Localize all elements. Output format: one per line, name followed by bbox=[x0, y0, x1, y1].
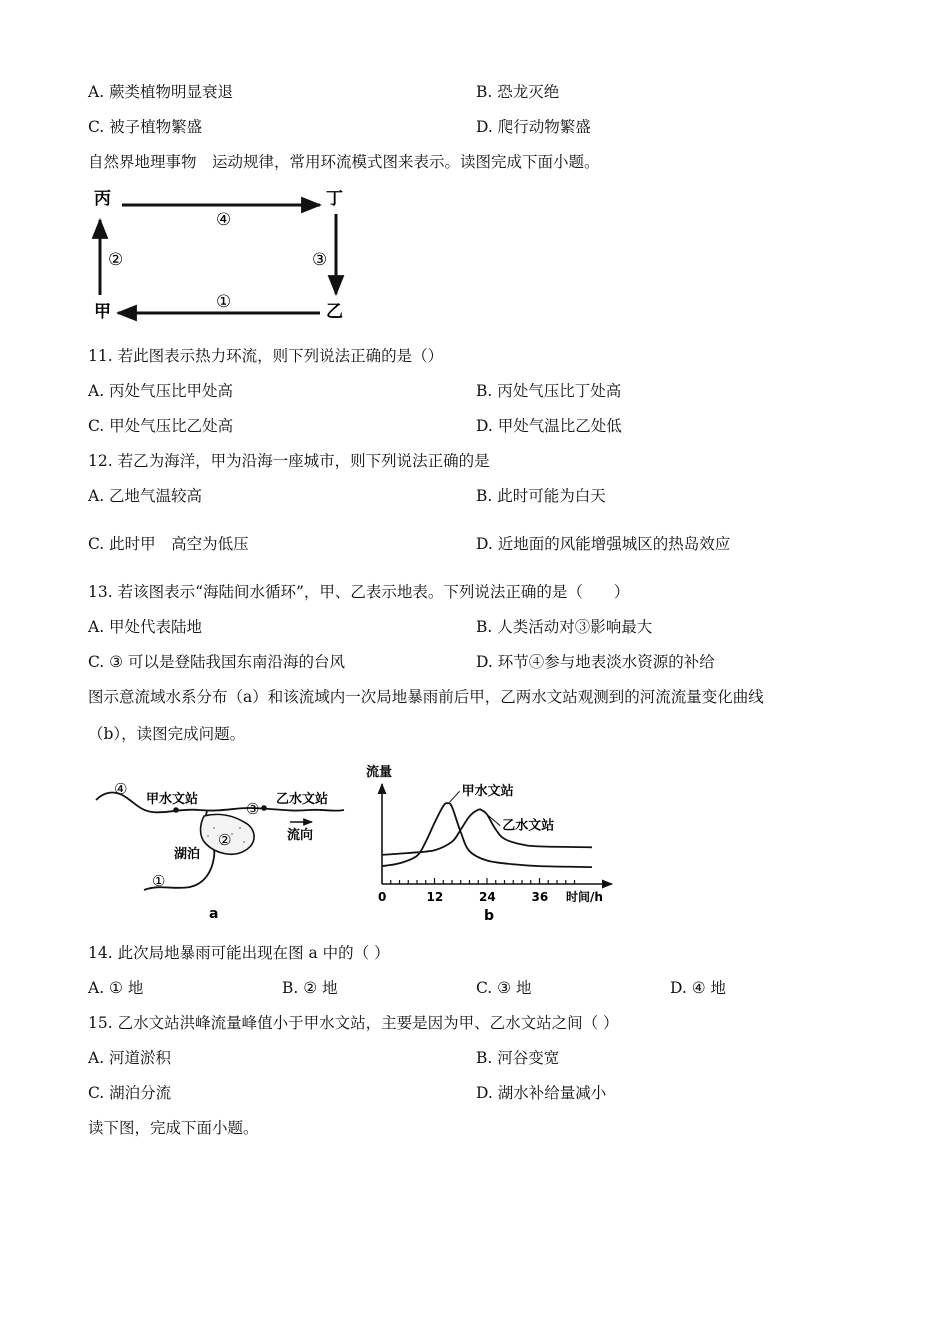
x-tick-label: 12 bbox=[426, 890, 444, 904]
q14-stem: 14. 此次局地暴雨可能出现在图 a 中的（ ） bbox=[88, 944, 390, 962]
q12-option-d: D. 近地面的风能增强城区的热岛效应 bbox=[476, 535, 731, 553]
series-leader-2 bbox=[480, 809, 500, 826]
q11-stem: 11. 若此图表示热力环流，则下列说法正确的是（） bbox=[88, 347, 444, 365]
series-leader-1 bbox=[450, 791, 460, 802]
series-label-2: 乙水文站 bbox=[502, 818, 555, 834]
q15-option-b: B. 河谷变宽 bbox=[476, 1049, 560, 1067]
q12-stem: 12. 若乙为海洋，甲为沿海一座城市，则下列说法正确的是 bbox=[88, 452, 490, 470]
q15-option-c: C. 湖泊分流 bbox=[88, 1084, 172, 1102]
q13-option-a: A. 甲处代表陆地 bbox=[88, 618, 203, 636]
series-line-1 bbox=[382, 803, 592, 867]
q13-stem: 13. 若该图表示“海陆间水循环”，甲、乙表示地表。下列说法正确的是（ ） bbox=[88, 583, 630, 601]
map-label-3: ③ bbox=[246, 800, 260, 818]
label-2: ② bbox=[108, 250, 124, 270]
q-prev-option-a: A. 蕨类植物明显衰退 bbox=[88, 83, 234, 101]
q-prev-option-d: D. 爬行动物繁盛 bbox=[476, 118, 591, 136]
corner-jia: 甲 bbox=[94, 302, 111, 322]
station-yi-dot bbox=[261, 805, 267, 811]
section1-intro: 自然界地理事物 运动规律，常用环流模式图来表示。读图完成下面小题。 bbox=[88, 153, 600, 171]
y-axis-label: 流量 bbox=[366, 765, 393, 780]
q14-option-c: C. ③ 地 bbox=[476, 979, 532, 997]
q12-option-b: B. 此时可能为白天 bbox=[476, 487, 606, 505]
q11-option-b: B. 丙处气压比丁处高 bbox=[476, 382, 622, 400]
circulation-diagram bbox=[86, 182, 356, 324]
x-tick-label: 24 bbox=[479, 890, 496, 904]
q13-option-c: C. ③ 可以是登陆我国东南沿海的台风 bbox=[88, 653, 345, 671]
q15-option-a: A. 河道淤积 bbox=[88, 1049, 172, 1067]
label-3: ③ bbox=[312, 250, 328, 270]
chart-caption-b: b bbox=[484, 908, 495, 924]
map-label-4: ④ bbox=[114, 780, 128, 798]
section3-intro: 读下图，完成下面小题。 bbox=[88, 1119, 259, 1137]
q12-option-c: C. 此时甲 高空为低压 bbox=[88, 535, 249, 553]
q11-option-c: C. 甲处气压比乙处高 bbox=[88, 417, 234, 435]
x-axis-label: 时间/h bbox=[566, 890, 603, 904]
q13-option-b: B. 人类活动对③影响最大 bbox=[476, 618, 653, 636]
q11-option-d: D. 甲处气温比乙处低 bbox=[476, 417, 622, 435]
section2-intro-line2: （b），读图完成问题。 bbox=[88, 725, 246, 743]
map-label-station-jia: 甲水文站 bbox=[146, 792, 199, 807]
corner-ding: 丁 bbox=[326, 189, 343, 209]
q13-option-d: D. 环节④参与地表淡水资源的补给 bbox=[476, 653, 715, 671]
q14-option-b: B. ② 地 bbox=[282, 979, 338, 997]
q-prev-option-b: B. 恐龙灭绝 bbox=[476, 83, 560, 101]
map-label-2: ② bbox=[218, 831, 232, 849]
q15-stem: 15. 乙水文站洪峰流量峰值小于甲水文站，主要是因为甲、乙水文站之间（ ） bbox=[88, 1014, 619, 1032]
label-1: ① bbox=[216, 292, 232, 312]
label-4: ④ bbox=[216, 210, 232, 230]
map-caption-a: a bbox=[209, 906, 219, 922]
q12-option-a: A. 乙地气温较高 bbox=[88, 487, 203, 505]
q-prev-option-c: C. 被子植物繁盛 bbox=[88, 118, 203, 136]
map-label-lake: 湖泊 bbox=[174, 847, 201, 862]
q14-option-a: A. ① 地 bbox=[88, 979, 144, 997]
x-tick-label: 0 bbox=[378, 890, 387, 904]
map-label-1: ① bbox=[152, 872, 166, 890]
series-line-2 bbox=[382, 809, 592, 855]
corner-bing: 丙 bbox=[94, 189, 111, 209]
corner-yi: 乙 bbox=[326, 302, 343, 322]
q11-option-a: A. 丙处气压比甲处高 bbox=[88, 382, 234, 400]
map-label-flow: 流向 bbox=[287, 828, 314, 843]
section2-intro-line1: 图示意流域水系分布（a）和该流域内一次局地暴雨前后甲，乙两水文站观测到的河流流量变化曲线 bbox=[88, 688, 764, 706]
q15-option-d: D. 湖水补给量减小 bbox=[476, 1084, 607, 1102]
discharge-chart bbox=[360, 760, 622, 926]
series-label-1: 甲水文站 bbox=[461, 784, 514, 800]
q14-option-d: D. ④ 地 bbox=[670, 979, 727, 997]
map-label-station-yi: 乙水文站 bbox=[276, 792, 329, 807]
river-map bbox=[94, 772, 354, 922]
x-tick-label: 36 bbox=[531, 890, 549, 904]
station-jia-dot bbox=[173, 807, 179, 813]
